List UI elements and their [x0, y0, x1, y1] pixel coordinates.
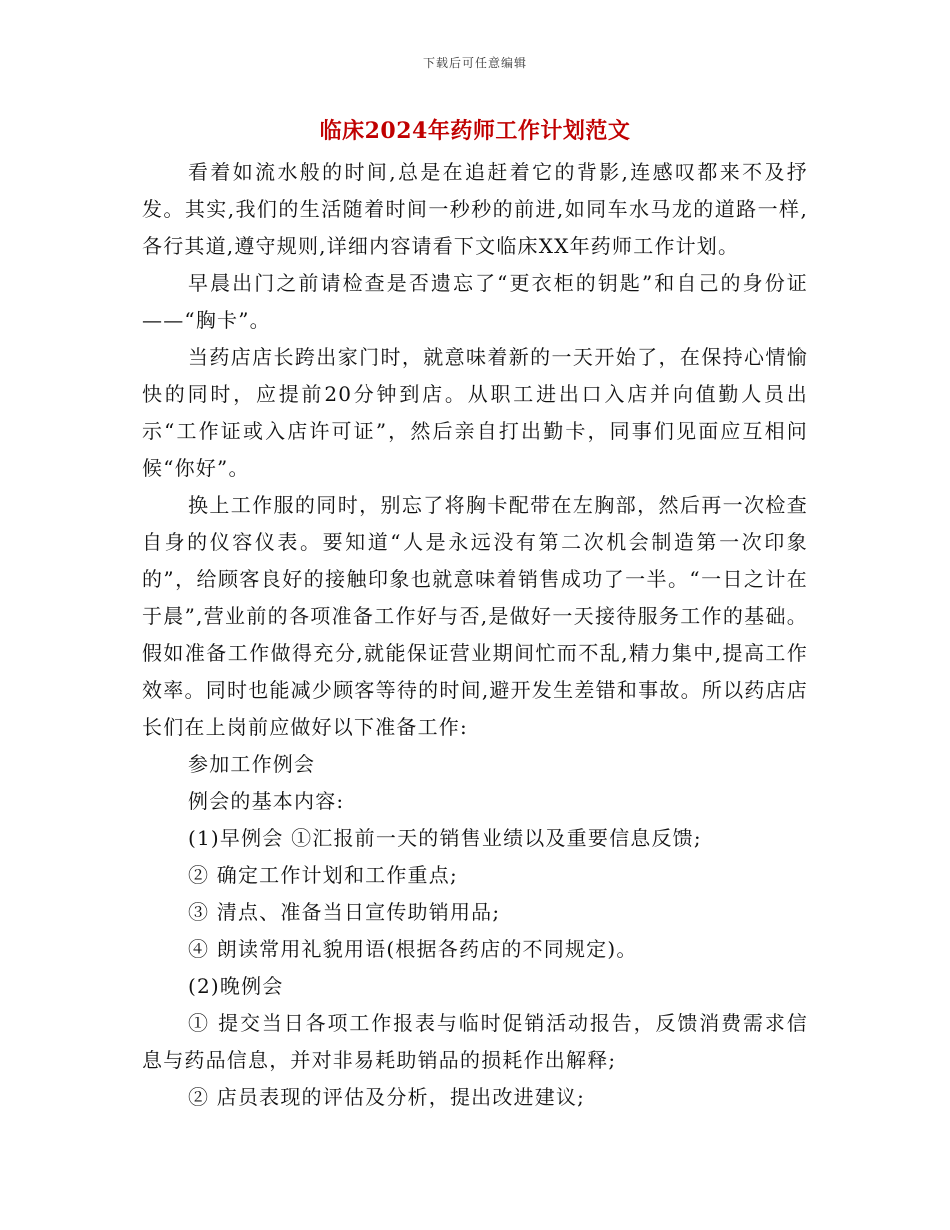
paragraph-morning-check: 早晨出门之前请检查是否遗忘了“更衣柜的钥匙”和自己的身份证——“胸卡”。 [142, 271, 808, 332]
document-title: 临床2024年药师工作计划范文 [319, 118, 631, 144]
list-item-plan: ② 确定工作计划和工作重点; [188, 863, 458, 887]
list-item-evening-meeting: (2)晚例会 [188, 974, 284, 998]
list-item-meeting: 参加工作例会 [188, 752, 316, 776]
list-item-morning-meeting: (1)早例会 ①汇报前一天的销售业绩以及重要信息反馈; [188, 826, 702, 850]
header-note: 下载后可任意编辑 [422, 56, 527, 70]
list-item-meeting-content: 例会的基本内容: [188, 789, 345, 813]
document-body [142, 154, 808, 1116]
paragraph-reports: ① 提交当日各项工作报表与临时促销活动报告，反馈消费需求信息与药品信息，并对非易耗助销品的损耗作出解释; [142, 1011, 808, 1072]
paragraph-arrival: 当药店店长跨出家门时，就意味着新的一天开始了，在保持心情愉快的同时，应提前20分钟到店。从职工进出口入店并向值勤人员出示“工作证或入店许可证”，然后亲自打出勤卡，同事们见面应互相问候“你好”。 [142, 345, 808, 480]
paragraph-preparation: 换上工作服的同时，别忘了将胸卡配带在左胸部，然后再一次检查自身的仪容仪表。要知道“人是永远没有第二次机会制造第一次印象的”，给顾客良好的接触印象也就意味着销售成功了一半。“一日之计在于晨”,营业前的各项准备工作好与否,是做好一天接待服务工作的基础。假如准备工作做得充分,就能保证营业期间忙而不乱,精力集中,提高工作效率。同时也能减少顾客等待的时间,避开发生差错和事故。所以药店店长们在上岗前应做好以下准备工作: [142, 493, 808, 739]
list-item-supplies: ③ 清点、准备当日宣传助销用品; [188, 900, 501, 924]
paragraph-intro: 看着如流水般的时间,总是在追赶着它的背影,连感叹都来不及抒发。其实,我们的生活随着时间一秒秒的前进,如同车水马龙的道路一样,各行其道,遵守规则,详细内容请看下文临床XX年药师工作计划。 [142, 160, 808, 258]
list-item-evaluation: ② 店员表现的评估及分析，提出改进建议; [188, 1085, 586, 1109]
list-item-courtesy: ④ 朗读常用礼貌用语(根据各药店的不同规定)。 [188, 937, 638, 961]
